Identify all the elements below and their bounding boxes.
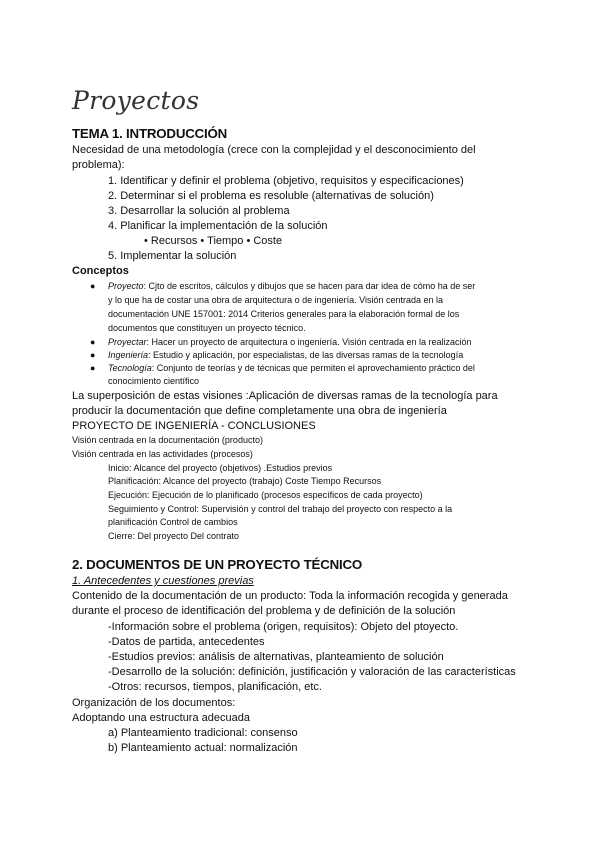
section-2-heading: 2. DOCUMENTOS DE UN PROYECTO TÉCNICO bbox=[72, 557, 363, 572]
vision-activities: Visión centrada en las actividades (procesos) bbox=[72, 449, 253, 459]
phase-item: Planificación: Alcance del proyecto (trabajo) Coste Tiempo Recursos bbox=[108, 476, 382, 486]
list-item: -Otros: recursos, tiempos, planificación, etc. bbox=[108, 681, 322, 693]
bullet-icon: ● bbox=[90, 337, 96, 347]
concept-item: Proyecto: Cjto de escritos, cálculos y dibujos que se hacen para dar idea de cómo ha de ser bbox=[108, 281, 476, 291]
page-title: Proyectos bbox=[72, 86, 200, 115]
intro-line: problema): bbox=[72, 159, 125, 171]
intro-line: Necesidad de una metodología (crece con la complejidad y el desconocimiento del bbox=[72, 144, 476, 156]
concept-line: y lo que ha de costar una obra de arquitectura o de ingeniería. Visión centrada en la bbox=[108, 295, 444, 305]
bullet-icon: ● bbox=[90, 363, 96, 373]
vision-documentation: Visión centrada en la documentación (producto) bbox=[72, 435, 263, 445]
phase-line: planificación Control de cambios bbox=[108, 517, 238, 527]
list-item: -Estudios previos: análisis de alternativas, planteamiento de solución bbox=[108, 651, 444, 663]
summary-line: La superposición de estas visiones :Aplicación de diversas ramas de la tecnología para bbox=[72, 390, 498, 402]
concept-item: Proyectar: Hacer un proyecto de arquitectura o ingeniería. Visión centrada en la realización bbox=[108, 337, 472, 347]
summary-line: producir la documentación que define completamente una obra de ingeniería bbox=[72, 405, 447, 417]
list-item: -Información sobre el problema (origen, requisitos): Objeto del ptoyecto. bbox=[108, 621, 459, 633]
concepts-heading: Conceptos bbox=[72, 265, 129, 277]
concept-item: Ingeniería: Estudio y aplicación, por especialistas, de las diversas ramas de la tecnología bbox=[108, 350, 464, 360]
approach-item: b) Planteamiento actual: normalización bbox=[108, 742, 298, 754]
section-1-heading: TEMA 1. INTRODUCCIÓN bbox=[72, 126, 228, 141]
step-item: 3. Desarrollar la solución al problema bbox=[108, 205, 290, 217]
section-2-subheading: 1. Antecedentes y cuestiones previas bbox=[72, 575, 254, 587]
structure-line: Adoptando una estructura adecuada bbox=[72, 712, 250, 724]
step-item: 5. Implementar la solución bbox=[108, 250, 237, 262]
list-item: -Datos de partida, antecedentes bbox=[108, 636, 265, 648]
phase-item: Ejecución: Ejecución de lo planificado (procesos específicos de cada proyecto) bbox=[108, 490, 423, 500]
step-item: 2. Determinar si el problema es resoluble (alternativas de solución) bbox=[108, 190, 434, 202]
content-line: Contenido de la documentación de un producto: Toda la información recogida y generada bbox=[72, 590, 508, 602]
step-item: 1. Identificar y definir el problema (objetivo, requisitos y especificaciones) bbox=[108, 175, 464, 187]
bullet-icon: ● bbox=[90, 281, 96, 291]
phase-item: Inicio: Alcance del proyecto (objetivos) .Estudios previos bbox=[108, 463, 333, 473]
step-subitems: • Recursos • Tiempo • Coste bbox=[144, 235, 283, 247]
phase-item: Seguimiento y Control: Supervisión y control del trabajo del proyecto con respecto a la bbox=[108, 504, 453, 514]
concept-line: conocimiento científico bbox=[108, 376, 200, 386]
list-item: -Desarrollo de la solución: definición, justificación y valoración de las características bbox=[108, 666, 516, 678]
step-item: 4. Planificar la implementación de la solución bbox=[108, 220, 328, 232]
approach-item: a) Planteamiento tradicional: consenso bbox=[108, 727, 298, 739]
concept-line: documentación UNE 157001: 2014 Criterios generales para la elaboración formal de los bbox=[108, 309, 460, 319]
organization-line: Organización de los documentos: bbox=[72, 697, 236, 709]
phase-item: Cierre: Del proyecto Del contrato bbox=[108, 531, 240, 541]
concept-line: documentos que constituyen un proyecto técnico. bbox=[108, 323, 306, 333]
conclusions-heading: PROYECTO DE INGENIERÍA - CONCLUSIONES bbox=[72, 420, 316, 432]
content-line: durante el proceso de identificación del problema y de definición de la solución bbox=[72, 605, 456, 617]
bullet-icon: ● bbox=[90, 350, 96, 360]
concept-item: Tecnología: Conjunto de teorías y de técnicas que permiten el aprovechamiento práctico del bbox=[108, 363, 475, 373]
